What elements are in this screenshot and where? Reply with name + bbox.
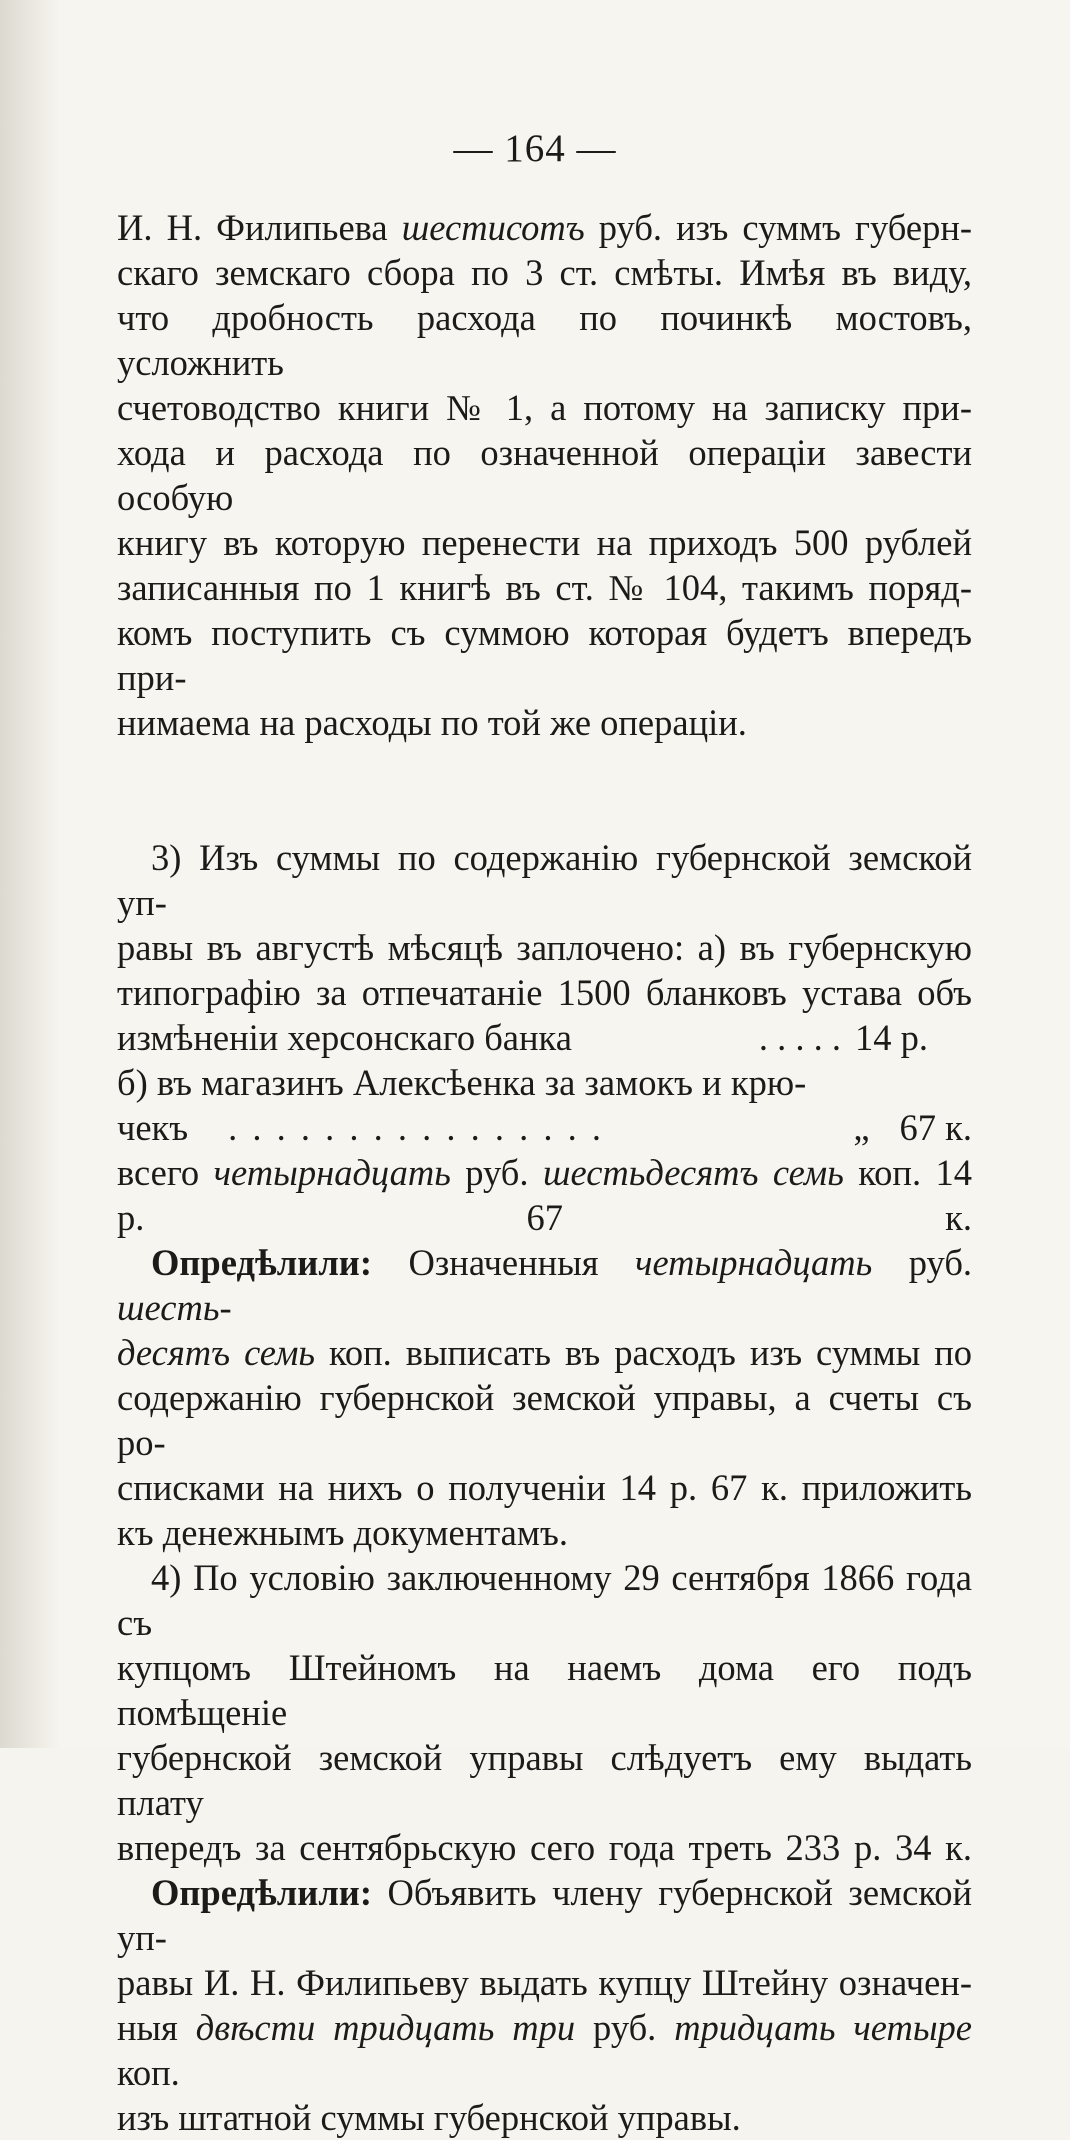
- paragraph-item-4: [117, 1555, 972, 1870]
- paragraph-continued: [117, 205, 972, 745]
- ditto-mark: „: [853, 1107, 870, 1148]
- resolution-4: [117, 1870, 972, 2140]
- amount-value: 67 к.: [899, 1107, 972, 1148]
- page-number: — 164 —: [453, 127, 617, 170]
- text-line: равы въ августѣ мѣсяцѣ заплочено: а) въ губернскую: [117, 927, 972, 968]
- leader-dots: . . . . .: [758, 1017, 841, 1058]
- text-line: 3) Изъ суммы по содержанію губернской земской уп-: [117, 837, 972, 923]
- resolution-label: Опредѣлили:: [151, 1242, 372, 1283]
- text-line: къ денежнымъ документамъ.: [117, 1512, 568, 1553]
- text-line: впередъ за сентябрьскую сего года треть 233 р. 34 к.: [117, 1827, 972, 1868]
- resolution-label: Опредѣлили:: [151, 1872, 372, 1913]
- text-line: 4) По условію заключенному 29 сентября 1866 года съ: [117, 1557, 972, 1643]
- text-line: б) въ магазинъ Алексѣенка за замокъ и крю-: [117, 1062, 807, 1103]
- paragraph-item-3: [117, 835, 972, 1240]
- text-line: ныя двѣсти тридцать три руб. тридцать четыре коп.: [117, 2007, 972, 2093]
- text-line: купцомъ Штейномъ на наемъ дома его подъ помѣщеніе: [117, 1647, 972, 1733]
- expense-line-b: чекъ . . . . . . . . . . . . . . . . „ 67 к.: [117, 1107, 972, 1148]
- section-gap: [117, 745, 972, 835]
- text-line: записанныя по 1 книгѣ въ ст. № 104, такимъ поряд-: [117, 567, 972, 608]
- text-line: губернской земской управы слѣдуетъ ему выдать плату: [117, 1737, 972, 1823]
- text-line: И. Н. Филипьева шестисотъ руб. изъ суммъ губерн-: [117, 207, 973, 248]
- total-line: всего четырнадцать руб. шестьдесятъ семь коп. 14 р. 67 к.: [117, 1152, 973, 1238]
- text-line: хода и расхода по означенной операціи завести особую: [117, 432, 972, 518]
- text-line: Опредѣлили: Означенныя четырнадцать руб. шесть-: [117, 1242, 973, 1328]
- text-line: списками на нихъ о полученіи 14 р. 67 к. приложить: [117, 1467, 972, 1508]
- text-line: комъ поступить съ суммою которая будетъ впередъ при-: [117, 612, 972, 698]
- text-line: нимаема на расходы по той же операціи.: [117, 702, 747, 743]
- text-line: счетоводство книги № 1, а потому на записку при-: [117, 387, 972, 428]
- resolution-3: [117, 1240, 972, 1555]
- text-line: скаго земскаго сбора по 3 ст. смѣты. Имѣя въ виду,: [117, 252, 972, 293]
- text-line: Опредѣлили: Объявить члену губернской земской уп-: [117, 1872, 973, 1958]
- amount-value: 14 р.: [855, 1017, 928, 1058]
- text-line: книгу въ которую перенести на приходъ 500 рублей: [117, 522, 972, 563]
- expense-line-a: измѣненіи херсонскаго банка . . . . . 14 р.: [117, 1017, 928, 1058]
- text-line: изъ штатной суммы губернской управы.: [117, 2097, 741, 2138]
- leader-dots: . . . . . . . . . . . . . . . .: [228, 1107, 605, 1148]
- text-line: содержанію губернской земской управы, а счеты съ ро-: [117, 1377, 972, 1463]
- text-line: что дробность расхода по починкѣ мостовъ, усложнить: [117, 297, 972, 383]
- text-line: равы И. Н. Филипьеву выдать купцу Штейну означен-: [117, 1962, 972, 2003]
- page-body: [117, 205, 972, 2140]
- text-line: десятъ семь коп. выписать въ расходъ изъ суммы по: [117, 1332, 973, 1373]
- text-line: типографію за отпечатаніе 1500 бланковъ устава объ: [117, 972, 972, 1013]
